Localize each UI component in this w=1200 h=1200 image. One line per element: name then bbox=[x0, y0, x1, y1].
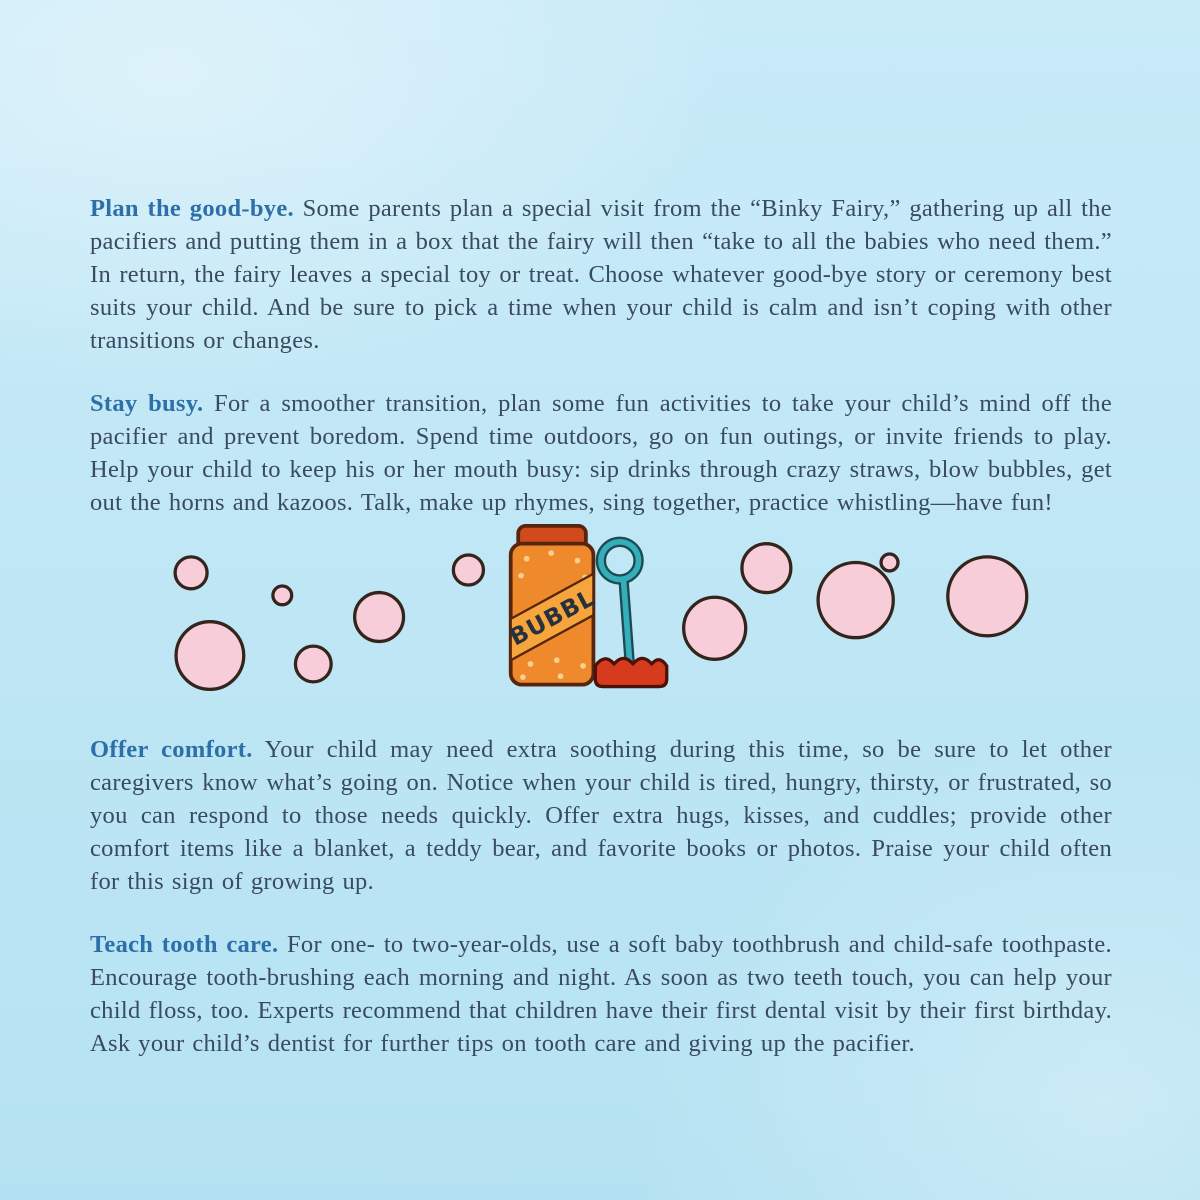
paragraph-lead: Teach tooth care. bbox=[90, 931, 279, 958]
bubble-icon bbox=[273, 586, 292, 605]
bottle-label-text: BUBBL bbox=[504, 583, 600, 652]
wand-tray-icon bbox=[595, 658, 666, 686]
paragraph-body: For one- to two-year-olds, use a soft baby toothbrush and child-safe toothpaste. Encourage tooth-brushing each morning and night. As soon as two teeth touch, you can help your child floss, too. Experts recommend that children have their first dental visit by their first birthday. Ask your child’s dentist for further tips on tooth care and giving up the pacifier. bbox=[90, 931, 1112, 1057]
bubble-icon bbox=[742, 544, 791, 593]
bubble-icon bbox=[818, 562, 893, 637]
paragraph-plan-goodbye bbox=[90, 192, 1112, 357]
paragraph-lead: Offer comfort. bbox=[90, 736, 253, 763]
paragraph-body: For a smoother transition, plan some fun activities to take your child’s mind off the pacifier and prevent boredom. Spend time outdoors, go on fun outings, or invite friends to play. Help your child to keep his or her mouth busy: sip drinks through crazy straws, blow bubbles, get out the horns and kazoos. Talk, make up rhymes, sing together, practice whistling—have fun! bbox=[90, 390, 1113, 516]
bubble-icon bbox=[175, 557, 207, 589]
bubble-icon bbox=[355, 593, 404, 642]
paragraph-stay-busy bbox=[90, 387, 1112, 519]
bubble-icon bbox=[453, 555, 483, 585]
bubble-icon bbox=[881, 554, 898, 571]
page-content bbox=[90, 192, 1112, 1090]
paragraph-body: Some parents plan a special visit from the “Binky Fairy,” gathering up all the pacifiers and putting them in a box that the fairy will then “take to all the babies who need them.” In return, the fairy leaves a special toy or treat. Choose whatever good-bye story or ceremony best suits your child. And be sure to pick a time when your child is calm and isn’t coping with other transitions or changes. bbox=[90, 195, 1112, 354]
bubble-bottle-icon bbox=[505, 526, 600, 685]
paragraph-lead: Stay busy. bbox=[90, 390, 204, 417]
bubble-icon bbox=[295, 646, 331, 682]
bubble-icon bbox=[176, 622, 244, 690]
bubble-wand-icon bbox=[601, 542, 639, 668]
paragraph-offer-comfort bbox=[90, 733, 1112, 898]
paragraph-lead: Plan the good-bye. bbox=[90, 195, 294, 222]
paragraph-body: Your child may need extra soothing during this time, so be sure to let other caregivers know what’s going on. Notice when your child is tired, hungry, thirsty, or frustrated, so you can respond to those needs quickly. Offer extra hugs, kisses, and cuddles; provide other comfort items like a blanket, a teddy bear, and favorite books or photos. Praise your child often for this sign of growing up. bbox=[90, 736, 1112, 895]
bubble-icon bbox=[684, 597, 746, 659]
bubbles-illustration bbox=[90, 523, 1110, 711]
bubble-icon bbox=[948, 557, 1027, 636]
paragraph-teach-tooth-care bbox=[90, 928, 1112, 1060]
